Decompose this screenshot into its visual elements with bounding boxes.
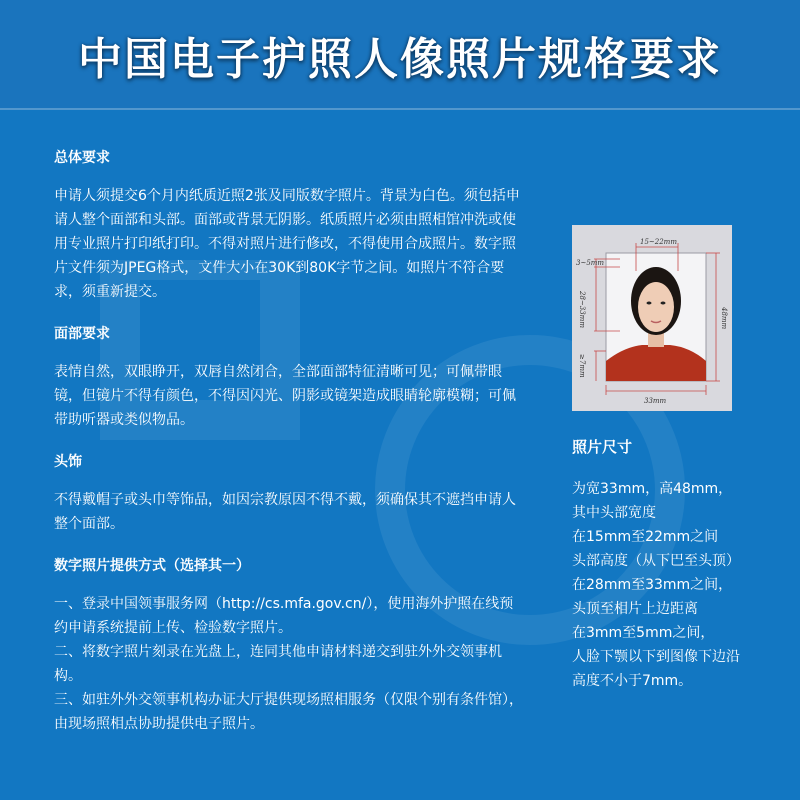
photo-size-title: 照片尺寸 [572, 438, 633, 456]
photo-spec-diagram [572, 225, 732, 411]
face-shape [638, 282, 674, 332]
page-title: 中国电子护照人像照片规格要求 [78, 34, 722, 85]
requirements-column [54, 148, 524, 736]
size-line: 头顶至相片上边距离 [572, 601, 698, 617]
size-line: 为宽33mm，高48mm， [572, 481, 733, 497]
size-line: 其中头部宽度 [572, 505, 656, 521]
dim-width: 33mm [644, 397, 667, 405]
dim-head-height: 28~33mm [578, 291, 586, 328]
section-title-face: 面部要求 [54, 326, 110, 342]
list-item: 二、将数字照片刻录在光盘上，连同其他申请材料递交到驻外外交领事机构。 [54, 644, 502, 684]
section-title-general: 总体要求 [54, 150, 110, 166]
section-body-face: 表情自然，双眼睁开，双唇自然闭合，全部面部特征清晰可见；可佩带眼镜，但镜片不得有颜色，不得因闪光、阴影或镜架造成眼睛轮廓模糊；可佩带助听器或类似物品。 [54, 364, 516, 428]
size-line: 在3mm至5mm之间， [572, 625, 715, 641]
size-line: 在15mm至22mm之间 [572, 529, 719, 545]
size-line: 头部高度（从下巴至头顶） [572, 553, 740, 569]
section-title-headwear: 头饰 [54, 454, 82, 470]
photo-size-column [572, 437, 782, 693]
dim-head-width: 15~22mm [640, 238, 677, 246]
list-item: 一、登录中国领事服务网（http://cs.mfa.gov.cn/），使用海外护照在线预约申请系统提前上传、检验数字照片。 [54, 596, 514, 636]
list-item: 三、如驻外外交领事机构办证大厅提供现场照相服务（仅限个别有条件馆），由现场照相点协助提供电子照片。 [54, 692, 523, 732]
header-banner [0, 0, 800, 110]
dim-height: 48mm [720, 307, 728, 330]
size-line: 高度不小于7mm。 [572, 673, 693, 689]
size-line: 在28mm至33mm之间， [572, 577, 733, 593]
section-body-headwear: 不得戴帽子或头巾等饰品，如因宗教原因不得不戴，须确保其不遮挡申请人整个面部。 [54, 492, 516, 532]
section-title-digital: 数字照片提供方式（选择其一） [54, 558, 250, 574]
section-body-general: 申请人须提交6个月内纸质近照2张及同版数字照片。背景为白色。须包括申请人整个面部和头部。面部或背景无阴影。纸质照片必须由照相馆冲洗或使用专业照片打印纸打印。不得对照片进行修改，不得使用合成照片。数字照片文件须为JPEG格式，文件大小在30K到80K字节之间。如照片不符合要求，须重新提交。 [54, 188, 520, 300]
dim-top-margin: 3~5mm [576, 259, 605, 267]
digital-options-list [54, 592, 524, 736]
dim-chin: ≥7mm [578, 354, 586, 378]
photo-diagram-svg [572, 225, 732, 411]
size-line: 人脸下颚以下到图像下边沿 [572, 649, 740, 665]
